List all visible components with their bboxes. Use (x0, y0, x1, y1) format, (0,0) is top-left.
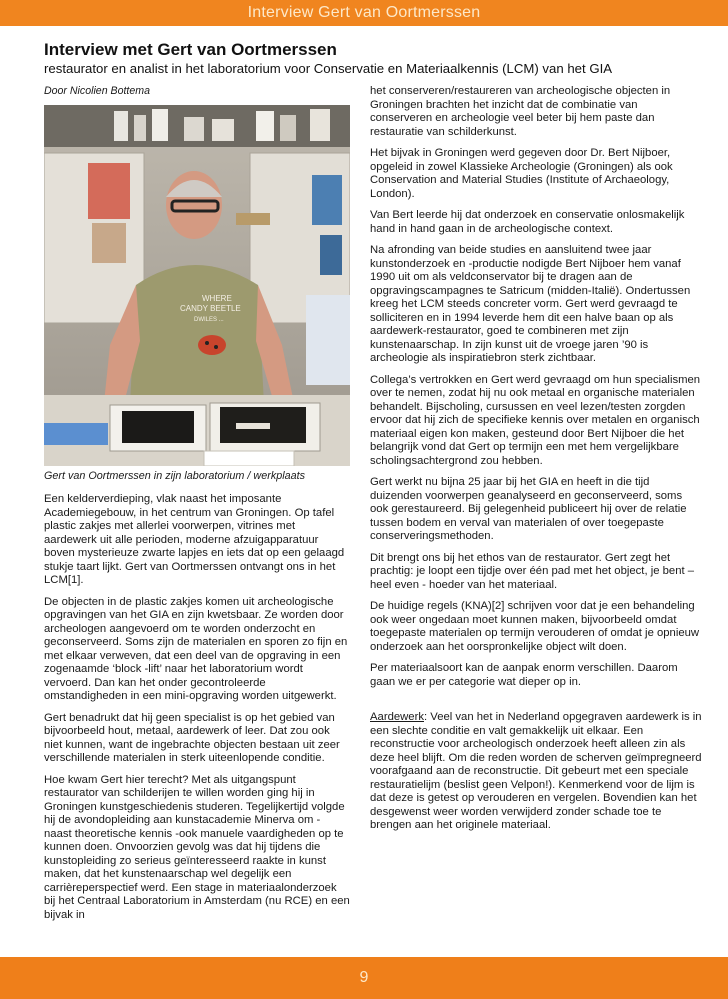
header-banner (0, 0, 728, 26)
right-paragraph-4: Na afronding van beide studies en aansluitend twee jaar kunstonderzoek en -productie nodigde Bert Nijboer hem vanaf 1990 uit om als veldconservator bij te dragen aan de opgravingscampagnes te Satricum (midden-Italië). Ondertussen kreeg het LCM steeds concreter vorm. Gert werd gevraagd te solliciteren en in 1994 leverde hem dit een halve baan op als aardewerk-restaurator, goed te combineren met zijn kunstenaarschap. In zijn kunst uit de vroege jaren ’90 is archeologie als inspiratiebron sterk zichtbaar. (370, 244, 691, 364)
footer-bar (0, 957, 728, 999)
lab-photo-illustration (44, 105, 350, 466)
shirt-text-3: DWILES ... (194, 316, 224, 323)
page-number: 9 (359, 969, 369, 986)
right-paragraph-2: Het bijvak in Groningen werd gegeven door Dr. Bert Nijboer, opgeleid in zowel Klassieke Archeologie (Groningen) als ook Conservation and Material Studies (Institute of Archaeology, London). (370, 147, 673, 200)
left-paragraph-2: De objecten in de plastic zakjes komen uit archeologische opgravingen van het GIA en zijn kwetsbaar. Ze worden door archeologen aangevoerd om te worden onderzocht en geconserveerd. Soms zijn de materialen en sporen zo fijn en met elkaar verweven, dat een deel van de opgraving in een zogenaamde ‘block -lift’ naar het laboratorium wordt vervoerd. Dan kan het onder gecontroleerde omstandigheden in een mini-opgraving worden uitgewerkt. (44, 595, 348, 702)
right-paragraph-3: Van Bert leerde hij dat onderzoek en conservatie onlosmakelijk hand in hand gaan in de archeologische context. (370, 209, 685, 235)
right-column (370, 85, 702, 841)
shirt-text-2: CANDY BEETLE (180, 303, 241, 313)
aardewerk-text: : Veel van het in Nederland opgegraven aardewerk is in een slechte conditie en valt gemakkelijk uit elkaar. Een reconstructie voor archeologisch onderzoek heeft alleen zin als deze heel blijft. Om die reden worden de scherven geïmpregneerd voorafgaand aan de reconstructie. Dit gebeurt met een speciale restauratielijm (beslist geen Velpon!). Kenmerkend voor de lijm is dat deze is getest op verouderen en vergelen. Bovendien kan het desgewenst weer worden verwijderd zonder schade toe te brengen aan het originele materiaal. (370, 711, 702, 831)
right-paragraph-5: Collega’s vertrokken en Gert werd gevraagd om hun specialismen over te nemen, zodat hij nu ook metaal en organische materialen behandelt. Bijscholing, cursussen en veel lezen/testen zorgden ervoor dat hij zich de specifieke kennis over metalen en organisch materiaal eigen kon maken, gesteund door Bert Nijboer die het belangrijk vond dat Gert op termijn een met hem vergelijkbare scholingsachtergrond zou hebben. (370, 373, 701, 467)
shirt-text-1: WHERE (202, 293, 232, 303)
right-paragraph-6: Gert werkt nu bijna 25 jaar bij het GIA en heeft in die tijd duizenden voorwerpen geanalyseerd en geconserveerd, soms ook gerestaureerd. Bij gelegenheid publiceert hij over de relatie tussen bodem en verval van materialen of over toegepaste conserveringsmethoden. (370, 476, 687, 542)
aardewerk-paragraph (370, 711, 702, 833)
right-paragraph-7: Dit brengt ons bij het ethos van de restaurator. Gert zegt het prachtig: je loopt een tijdje over één pad met het object, je bent – heel even - hoeder van het materiaal. (370, 551, 695, 591)
article-title: Interview met Gert van Oortmerssen (44, 40, 337, 59)
left-paragraph-3: Gert benadrukt dat hij geen specialist is op het gebied van bijvoorbeeld hout, metaal, aardewerk of leer. Dat zou ook niet kunnen, want de ingebrachte objecten bestaan uit zeer verschillende materialen in sterk uiteenlopende conditie. (44, 711, 340, 764)
article-heading (44, 40, 714, 77)
article-subtitle: restaurator en analist in het laboratorium voor Conservatie en Materiaalkennis (LCM) van het GIA (44, 61, 613, 76)
header-banner-title: Interview Gert van Oortmerssen (247, 4, 481, 21)
right-paragraph-9: Per materiaalsoort kan de aanpak enorm verschillen. Daarom gaan we er per categorie wat dieper op in. (370, 662, 678, 688)
left-paragraph-1: Een kelderverdieping, vlak naast het imposante Academiegebouw, in het centrum van Groningen. Op tafel plastic zakjes met allerlei voorwerpen, vitrines met aardewerk uit alle perioden, moderne afzuigapparatuur boven mysterieuze zwarte lapjes en iets dat op een gelaagd stukje taart lijkt. Gert van Oortmerssen ontvangt ons in het LCM[1]. (44, 493, 345, 586)
right-paragraph-1: het conserveren/restaureren van archeologische objecten in Groningen brachten het inzicht dat de combinatie van conserveren en archeologie veel beter bij hem paste dan restauratie van schilderkunst. (370, 85, 671, 138)
paragraph-spacer (370, 697, 702, 711)
aardewerk-label: Aardewerk (370, 711, 424, 723)
portrait-photo (44, 105, 350, 466)
right-paragraph-8: De huidige regels (KNA)[2] schrijven voor dat je een behandeling ook weer ongedaan moet kunnen maken, bijvoorbeeld omdat toegepaste materialen op termijn verouderen of omdat je opnieuw onderzoek aan het oorspronkelijke object wilt doen. (370, 600, 700, 653)
left-paragraph-4: Hoe kwam Gert hier terecht? Met als uitgangspunt restaurator van schilderijen te willen worden ging hij in Groningen kunstgeschiedenis studeren. Tegelijkertijd volgde hij de avondopleiding aan kunstacademie Minerva om - naast theoretische kennis -ook manuele vaardigheden op te kunnen doen. Onvoorzien gevolg was dat hij tijdens die kunstopleiding zo serieus geïnteresseerd raakte in kunst maken, dat het kunstenaarschap wel degelijk een carrièreperspectief werd. Een stage in materiaalonderzoek bij het Centraal Laboratorium in Amsterdam (nu RCE) en een bijvak in (44, 773, 350, 921)
left-column (44, 85, 350, 930)
photo-caption: Gert van Oortmerssen in zijn laboratorium / werkplaats (44, 469, 306, 482)
byline: Door Nicolien Bottema (44, 85, 150, 97)
